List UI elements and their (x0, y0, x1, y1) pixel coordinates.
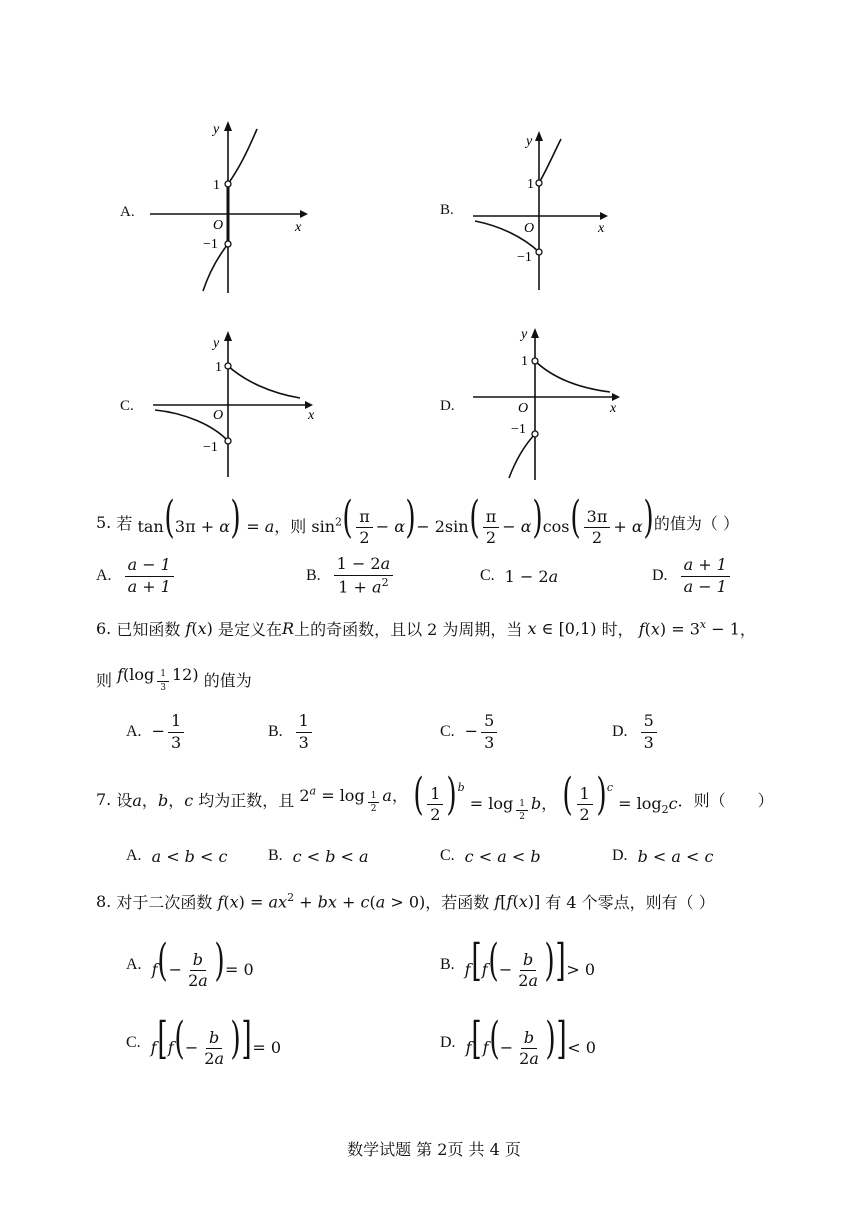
curve-upper (228, 129, 257, 184)
option-label: C. (480, 567, 495, 584)
q5-stem-start: 若 (116, 513, 133, 533)
q6-R: R (282, 618, 295, 638)
q7-option-a[interactable] (126, 843, 227, 869)
page-footer: 数学试题 第 2页 共 4 页 (347, 1140, 521, 1159)
option-math: − $\frac{1}{3}$ (152, 712, 188, 752)
q8-stem-start: 对于二次函数 (116, 892, 213, 912)
q7-option-b[interactable] (268, 843, 369, 869)
graph-b (465, 125, 615, 295)
tick-neg-one: −1 (203, 440, 218, 455)
origin-label: O (518, 401, 529, 416)
q6-stem-line1: 6. 已知函数 f ( x ) 是定义在 R 上的奇函数，且以 2 为周期，当 x ∈ [0,1) 时， $f(x) = 3^x - 1$ ， (96, 617, 756, 639)
q7-stem-end: ．则（ ） (677, 790, 774, 810)
open-point-icon (532, 431, 538, 437)
option-label: B. (440, 956, 455, 973)
origin-label: O (524, 221, 535, 236)
q6-option-a[interactable] (126, 710, 187, 754)
y-axis-arrow-icon (531, 328, 539, 338)
option-label: D. (652, 567, 668, 584)
y-label: y (521, 327, 528, 342)
q7-stem (96, 769, 774, 825)
q7-cond2: ( $\frac{1}{2}$ )$^b$ = log $_{\frac{1}{2}}$ b， (413, 769, 558, 825)
tick-neg-one: −1 (511, 422, 526, 437)
q6-line1-mid3: 时， (601, 619, 634, 639)
q7-vars: a，b，c 均为正数，且 (132, 790, 300, 810)
option-math: $\frac{a - 1}{a + 1}$ (125, 556, 174, 596)
q6-option-d[interactable] (612, 710, 660, 754)
q5-option-c[interactable] (480, 554, 558, 598)
tick-neg-one: −1 (517, 250, 532, 265)
option-math: − $\frac{5}{3}$ (465, 712, 501, 752)
option-label: A. (126, 723, 142, 740)
option-math: f[f(− $\frac{b}{2a}$ )]= 0 (150, 1013, 282, 1069)
tick-neg-one: −1 (203, 237, 218, 252)
q7-stem-start: 设 (116, 790, 133, 810)
origin-label: O (213, 408, 224, 423)
x-axis-arrow-icon (612, 393, 620, 401)
q6-interval: x ∈ [0,1) (527, 618, 602, 638)
q8-function: $f(x) = ax^2$ + bx + c(a > 0) (217, 890, 426, 912)
option-math: f(− $\frac{b}{2a}$ )= 0 (151, 935, 254, 991)
q5-number: 5. (96, 512, 112, 532)
q8-stem-end: 有 4 个零点，则有（ ） (545, 892, 715, 912)
graph-b-label: B. (440, 202, 454, 218)
option-label: A. (96, 567, 112, 584)
option-math: a < b < c (151, 846, 228, 866)
option-math: $\frac{1}{3}$ (296, 712, 312, 752)
option-label: C. (440, 723, 455, 740)
q6-line1-mid2: 上的奇函数，且以 2 为周期，当 (294, 619, 523, 639)
x-label: x (308, 408, 315, 423)
open-point-icon (225, 363, 231, 369)
origin-label: O (213, 218, 224, 233)
option-label: D. (612, 723, 628, 740)
q7-number: 7. (96, 789, 112, 809)
q5-option-d[interactable] (652, 554, 733, 598)
q5-stem-end: 的值为（ ） (653, 513, 739, 533)
q6-stem-line2 (96, 664, 252, 694)
curve-right (228, 366, 300, 398)
x-label: x (295, 220, 302, 235)
y-label: y (213, 336, 220, 351)
q8-number: 8. (96, 891, 112, 911)
option-label: A. (126, 847, 142, 864)
curve-right (535, 361, 610, 392)
option-label: A. (126, 956, 142, 973)
y-axis-arrow-icon (224, 121, 232, 131)
q6-line1-end: ， (739, 619, 756, 639)
q6-target: f(log $_{\frac{1}{3}}$ 12) (117, 664, 204, 693)
graph-a-label: A. (120, 204, 135, 220)
y-axis-arrow-icon (535, 131, 543, 141)
q8-option-d[interactable] (440, 1013, 596, 1069)
x-axis-arrow-icon (300, 210, 308, 218)
y-label: y (213, 122, 220, 137)
option-label: C. (440, 847, 455, 864)
curve-upper (539, 139, 561, 183)
option-math: c < b < a (292, 846, 369, 866)
option-math: c < a < b (464, 846, 541, 866)
q5-stem (96, 492, 739, 548)
x-label: x (610, 401, 617, 416)
option-label: C. (126, 1034, 141, 1051)
q8-option-a[interactable] (126, 935, 254, 991)
tick-one: 1 (213, 178, 220, 193)
q7-cond1: $2^a = \log$ $_{\frac{1}{2}}$ a， (299, 785, 408, 815)
option-math: b < a < c (637, 846, 714, 866)
q6-number: 6. (96, 618, 112, 638)
open-point-icon (536, 249, 542, 255)
open-point-icon (532, 358, 538, 364)
option-math: $\frac{a + 1}{a - 1}$ (681, 556, 730, 596)
option-math: 1 − 2a (504, 566, 559, 586)
option-label: B. (268, 847, 283, 864)
q8-composite: f[f(x)] (494, 891, 546, 911)
y-axis-arrow-icon (224, 331, 232, 341)
y-label: y (526, 134, 533, 149)
open-point-icon (225, 438, 231, 444)
tick-one: 1 (527, 177, 534, 192)
open-point-icon (225, 241, 231, 247)
q6-line1-start: 已知函数 (116, 619, 181, 639)
q8-stem (96, 886, 715, 916)
option-math: $\frac{1 - 2a}{1 + a^2}$ (334, 555, 393, 596)
q8-stem-mid: ，若函数 (425, 892, 490, 912)
tick-one: 1 (521, 354, 528, 369)
q6-option-c[interactable] (440, 710, 500, 754)
option-label: D. (612, 847, 628, 864)
q7-option-c[interactable] (440, 843, 541, 869)
open-point-icon (225, 181, 231, 187)
q5-condition: tan(3π + α) = a，则 $\sin^2$( $\frac{\pi}{2}$ − α)− 2sin( $\frac{\pi}{2}$ − α)cos( $\frac{3\pi}{2}$ + α) (132, 492, 654, 548)
option-math: $\frac{5}{3}$ (641, 712, 657, 752)
graph-d-label: D. (440, 398, 455, 414)
graph-c (145, 325, 325, 480)
graph-a (145, 115, 315, 295)
q6-option-b[interactable] (268, 710, 315, 754)
tick-one: 1 (215, 360, 222, 375)
graph-c-label: C. (120, 398, 134, 414)
q6-fx: f (180, 618, 192, 638)
q5-option-a[interactable] (96, 554, 177, 598)
q6-formula: $f(x) = 3^x - 1$ (638, 617, 740, 639)
q6-line1-mid: 是定义在 (218, 619, 283, 639)
q8-option-c[interactable] (126, 1013, 282, 1069)
q8-option-b[interactable] (440, 935, 596, 991)
x-axis-arrow-icon (600, 212, 608, 220)
q7-option-d[interactable] (612, 843, 713, 869)
option-label: B. (268, 723, 283, 740)
curve-left (509, 434, 535, 478)
q7-cond3: ( $\frac{1}{2}$ )$^c = \log_2c$ (562, 769, 678, 825)
q5-option-b[interactable] (306, 554, 396, 598)
option-math: f[f(− $\frac{b}{2a}$ )]> 0 (464, 935, 596, 991)
q6-line2-start: 则 (96, 670, 113, 690)
open-point-icon (536, 180, 542, 186)
graph-d (465, 322, 635, 482)
option-label: B. (306, 567, 321, 584)
option-label: D. (440, 1034, 456, 1051)
x-label: x (598, 221, 605, 236)
q6-line2-end: 的值为 (203, 670, 252, 690)
option-math: f[f(− $\frac{b}{2a}$ )]< 0 (465, 1013, 596, 1069)
